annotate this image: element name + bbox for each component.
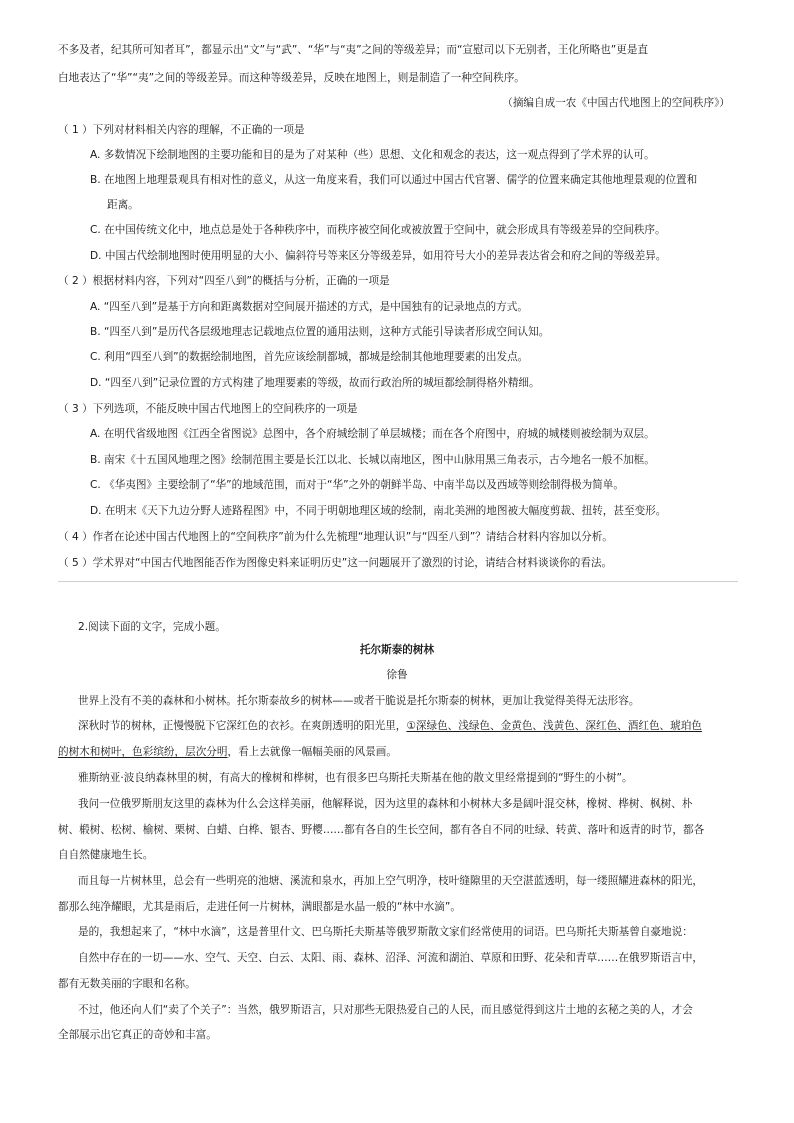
underlined-sentence: ①深绿色、浅绿色、金黄色、浅黄色、深红色、酒红色、琥珀色 bbox=[406, 720, 702, 732]
question-stem: （ 5 ）学术界对“中国古代地图能否作为图像史料来证明历史”这一问题展开了激烈的讨论，请结合材料谈谈你的看法。 bbox=[58, 557, 613, 569]
paragraph: 世界上没有不美的森林和小树林。托尔斯泰故乡的树林——或者干脆说是托尔斯泰的树林，更加让我觉得美得无法形容。 bbox=[78, 695, 640, 707]
option-b: B. 在地图上地理景观具有相对性的意义，从这一角度来看，我们可以通过中国古代官署、儒学的位置来确定其他地理景观的位置和 bbox=[90, 174, 698, 186]
paragraph-continued bbox=[58, 745, 397, 759]
option-b: B. 南宋《十五国风地理之图》绘制范围主要是长江以北、长城以南地区，图中山脉用黑三角表示，古今地名一般不加框。 bbox=[90, 454, 655, 466]
option-d: D. 在明末《天下九边分野人迹路程图》中，不同于明朝地理区域的绘制，南北美洲的地图被大幅度剪裁、扭转，甚至变形。 bbox=[90, 505, 667, 517]
paragraph: 自然中存在的一切——水、空气、天空、白云、太阳、雨、森林、沼泽、河流和湖泊、草原和田野、花朵和青草……在俄罗斯语言中， bbox=[78, 952, 704, 964]
option-a: A. “四至八到”是基于方向和距离数据对空间展开描述的方式，是中国独有的记录地点的方式。 bbox=[90, 301, 528, 313]
option-b-continued: 距离。 bbox=[107, 199, 139, 211]
passage-line: 不多及者，纪其所可知者耳”，都显示出“文”与“武”、“华”与“夷”之间的等级差异；而“宣慰司以下无别者，王化所略也”更是直 bbox=[58, 44, 649, 56]
paragraph-continued: 都有无数美丽的字眼和名称。 bbox=[58, 978, 196, 990]
paragraph-continued: 都那么纯净耀眼，尤其是雨后，走进任何一片树林，满眼都是水晶一般的“林中水滴”。 bbox=[58, 901, 461, 913]
option-d: D. 中国古代绘制地图时使用明显的大小、偏斜符号等来区分等级差异，如用符号大小的差异表达省会和府之间的等级差异。 bbox=[90, 250, 667, 262]
option-d: D. “四至八到”记录位置的方式构建了地理要素的等级，故而行政治所的城垣都绘制得格外精细。 bbox=[90, 377, 540, 389]
question-stem: （ 3 ）下列选项，不能反映中国古代地图上的空间秩序的一项是 bbox=[58, 403, 358, 415]
article-title: 托尔斯泰的树林 bbox=[359, 644, 435, 656]
question-stem: （ 2 ）根据材料内容，下列对“四至八到”的概括与分析，正确的一项是 bbox=[58, 275, 390, 287]
question-stem: （ 1 ）下列对材料相关内容的理解，不正确的一项是 bbox=[58, 124, 305, 136]
paragraph-text: 深秋时节的树林，正慢慢脱下它深红色的衣衫。在爽朗透明的阳光里， bbox=[78, 720, 407, 732]
paragraph: 而且每一片树林里，总会有一些明亮的池塘、溪流和泉水，再加上空气明净，枝叶缝隙里的天空湛蓝透明，每一缕照耀进森林的阳光， bbox=[78, 875, 704, 887]
underlined-sentence: 的树木和树叶，色彩缤纷，层次分明 bbox=[58, 746, 228, 758]
option-a: A. 在明代省级地图《江西全省图说》总图中，各个府城绘制了单层城楼；而在各个府图中，府城的城楼则被绘制为双层。 bbox=[90, 428, 655, 440]
article-author: 徐鲁 bbox=[386, 669, 408, 681]
section-instruction: 2.阅读下面的文字，完成小题。 bbox=[78, 621, 226, 633]
option-c: C. 利用“四至八到”的数据绘制地图，首先应该绘制都城，都城是绘制其他地理要素的出发点。 bbox=[90, 351, 529, 363]
paragraph-continued: 树、椴树、松树、榆树、栗树、白蜡、白桦、银杏、野樱……都有各自的生长空间，都有各自不同的吐绿、转黄、落叶和返青的时节，都各 bbox=[58, 824, 705, 836]
passage-source: （摘编自成一农《中国古代地图上的空间秩序》） bbox=[502, 97, 730, 109]
paragraph: 我问一位俄罗斯朋友这里的森林为什么会这样美丽，他解释说，因为这里的森林和小树林大多是阔叶混交林，橡树、桦树、枫树、朴 bbox=[78, 798, 693, 810]
paragraph: 是的，我想起来了，“林中水滴”，这是普里什文、巴乌斯托夫斯基等俄罗斯散文家们经常使用的词语。巴乌斯托夫斯基曾自豪地说： bbox=[78, 926, 693, 938]
paragraph-continued: 自自然健康地生长。 bbox=[58, 849, 154, 861]
option-c: C. 《华夷图》主要绘制了“华”的地域范围，而对于“华”之外的朝鲜半岛、中南半岛以及西域等则绘制得极为简单。 bbox=[90, 479, 624, 491]
paragraph-continued: 全部展示出它真正的奇妙和丰富。 bbox=[58, 1029, 217, 1041]
option-c: C. 在中国传统文化中，地点总是处于各种秩序中，而秩序被空间化或被放置于空间中，就会形成具有等级差异的空间秩序。 bbox=[90, 224, 666, 236]
paragraph-text: ，看上去就像一幅幅美丽的风景画。 bbox=[227, 746, 397, 758]
option-a: A. 多数情况下绘制地图的主要功能和目的是为了对某种（些）思想、文化和观念的表达，这一观点得到了学术界的认可。 bbox=[90, 149, 655, 161]
question-stem: （ 4 ）作者在论述中国古代地图上的“空间秩序”前为什么先梳理“地理认识”与“四至八到”？请结合材料内容加以分析。 bbox=[58, 531, 613, 543]
section-divider bbox=[58, 581, 738, 582]
paragraph: 不过，他还向人们“卖了个关子”：当然，俄罗斯语言，只对那些无限热爱自己的人民，而且感觉得到这片土地的玄秘之美的人，才会 bbox=[78, 1004, 693, 1016]
paragraph bbox=[78, 719, 702, 733]
paragraph: 雅斯纳亚·波良纳森林里的树，有高大的橡树和桦树，也有很多巴乌斯托夫斯基在他的散文里经常提到的“野生的小树”。 bbox=[78, 772, 633, 784]
passage-line: 白地表达了“华”“夷”之间的等级差异。而这种等级差异，反映在地图上，则是制造了一种空间秩序。 bbox=[58, 72, 525, 84]
option-b: B. “四至八到”是历代各层级地理志记载地点位置的通用法则，这种方式能引导读者形成空间认知。 bbox=[90, 326, 550, 338]
